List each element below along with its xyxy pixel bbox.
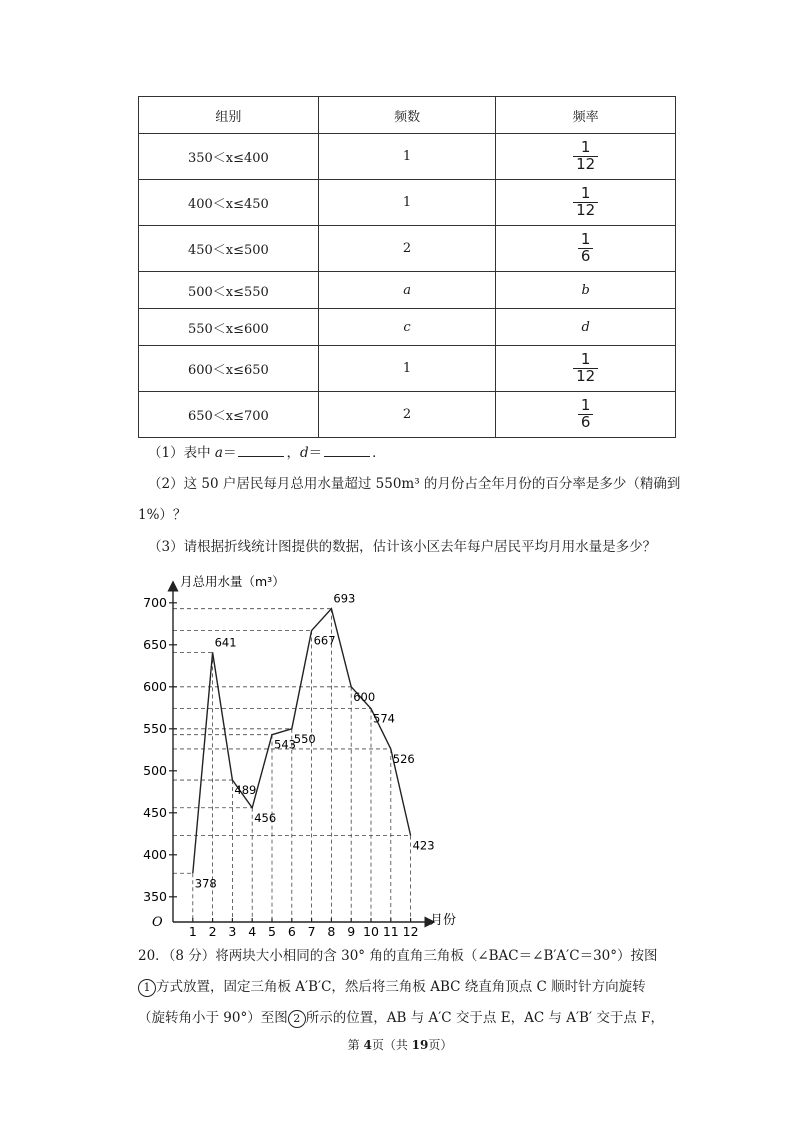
data-label: 378 (194, 876, 217, 891)
footer-prefix: 第 (347, 1038, 364, 1052)
fraction (573, 140, 598, 173)
fraction-numerator: 1 (573, 352, 598, 369)
q1-sep: ， (286, 445, 300, 461)
table-row (139, 309, 676, 346)
y-tick-label: 350 (143, 888, 167, 904)
y-tick-label: 700 (143, 594, 167, 610)
data-label: 641 (214, 635, 237, 650)
question-3: （3）请根据折线统计图提供的数据，估计该小区去年每户居民平均月用水量是多少？ (148, 539, 657, 555)
group-cell: 400＜x≤450 (139, 180, 319, 226)
fraction (578, 398, 594, 431)
table-row (139, 180, 676, 226)
frequency-cell: d (496, 309, 676, 346)
q1-end: ． (372, 445, 386, 461)
q1-prefix: （1）表中 (148, 445, 215, 461)
footer-total-pages: 19 (411, 1038, 429, 1052)
group-cell: 600＜x≤650 (139, 346, 319, 392)
y-tick-label: 500 (143, 762, 167, 778)
data-label-group (195, 592, 435, 891)
q1-var-a: a (214, 445, 223, 461)
table-body (139, 134, 676, 438)
x-tick-label: 5 (268, 924, 276, 939)
header-group: 组别 (139, 97, 319, 134)
table-row (139, 226, 676, 272)
count-cell: 2 (318, 392, 496, 438)
table-row (139, 392, 676, 438)
chart-reference-lines (173, 609, 411, 922)
x-tick-group (189, 918, 419, 939)
y-tick-label: 650 (143, 636, 167, 652)
group-cell: 500＜x≤550 (139, 272, 319, 309)
x-tick-label: 4 (248, 924, 257, 939)
x-tick-label: 10 (363, 924, 379, 939)
fraction-numerator: 1 (578, 232, 594, 249)
y-tick-label: 400 (143, 846, 167, 862)
x-axis-title: 月份 (430, 913, 457, 928)
data-label: 667 (313, 633, 336, 648)
frequency-cell (496, 226, 676, 272)
problem-20-line3-b: 所示的位置，AB 与 A′C 交于点 E，AC 与 A′B′ 交于点 F， (305, 1010, 664, 1026)
question-2-line2: 1%）？ (138, 507, 187, 523)
fraction-denominator: 6 (580, 412, 591, 431)
problem-20-line1: 20．（8 分）将两块大小相同的含 30° 角的直角三角板（∠BAC＝∠B′A′C＝30°）按图 (138, 948, 658, 964)
data-label: 423 (412, 838, 435, 853)
x-tick-label: 2 (208, 924, 217, 939)
question-1 (148, 443, 386, 463)
data-label: 456 (254, 810, 277, 825)
y-tick-label: 600 (143, 678, 167, 694)
count-cell: c (318, 309, 496, 346)
group-cell: 650＜x≤700 (139, 392, 319, 438)
data-label: 693 (333, 591, 356, 606)
footer-suffix: 页） (428, 1038, 453, 1052)
fraction (578, 232, 594, 265)
y-tick-label: 450 (143, 804, 167, 820)
x-tick-label: 7 (307, 924, 316, 939)
frequency-cell: b (496, 272, 676, 309)
group-cell: 350＜x≤400 (139, 134, 319, 180)
table-header-row (139, 97, 676, 134)
question-2-line1: （2）这 50 户居民每月总用水量超过 550m³ 的月份占全年月份的百分率是多少（精确到 (148, 476, 681, 492)
x-tick-label: 6 (287, 924, 296, 939)
data-label: 550 (293, 731, 316, 746)
q1-eq-d: ＝ (308, 445, 323, 461)
circled-figure-1: 1 (138, 979, 156, 997)
footer-mid: 页（共 (371, 1038, 412, 1052)
water-usage-line-chart (140, 572, 470, 940)
data-label: 526 (392, 751, 415, 766)
group-cell: 450＜x≤500 (139, 226, 319, 272)
y-axis-title: 月总用水量（m³） (180, 574, 285, 589)
y-tick-group (143, 595, 177, 904)
fraction-numerator: 1 (578, 398, 594, 415)
data-label: 489 (234, 783, 257, 798)
frequency-cell (496, 392, 676, 438)
frequency-cell (496, 180, 676, 226)
origin-label: O (152, 915, 163, 930)
fraction-denominator: 6 (580, 246, 591, 265)
count-cell: 1 (318, 180, 496, 226)
problem-20-line2-text: 方式放置，固定三角板 A′B′C，然后将三角板 ABC 绕直角顶点 C 顺时针方向旋转 (156, 979, 646, 995)
table-row (139, 272, 676, 309)
q1-eq-a: ＝ (222, 445, 237, 461)
table-row (139, 134, 676, 180)
answer-blank-a[interactable] (238, 444, 284, 457)
fraction-numerator: 1 (573, 186, 598, 203)
x-tick-label: 3 (228, 924, 237, 939)
count-cell: 1 (318, 346, 496, 392)
problem-20-line2 (138, 977, 678, 997)
x-tick-label: 8 (327, 924, 336, 939)
x-tick-label: 1 (188, 924, 197, 939)
header-count: 频数 (318, 97, 496, 134)
footer-page-number: 4 (363, 1038, 372, 1052)
count-cell: 1 (318, 134, 496, 180)
circled-figure-2: 2 (288, 1010, 306, 1028)
x-tick-label: 12 (402, 924, 419, 939)
fraction-denominator: 12 (576, 154, 596, 173)
problem-20-line3-a: （旋转角小于 90°）至图 (138, 1010, 288, 1026)
data-label: 574 (373, 711, 395, 726)
fraction-denominator: 12 (576, 200, 596, 219)
fraction-numerator: 1 (573, 140, 598, 157)
fraction (573, 186, 598, 219)
y-tick-label: 550 (143, 720, 167, 736)
data-label: 543 (274, 737, 296, 752)
x-tick-label: 9 (347, 924, 356, 939)
q1-var-d: d (299, 445, 309, 461)
answer-blank-d[interactable] (324, 444, 370, 457)
frequency-cell (496, 346, 676, 392)
problem-20-line3 (138, 1008, 678, 1028)
fraction (573, 352, 598, 385)
x-tick-label: 11 (382, 924, 399, 939)
data-label: 600 (353, 689, 376, 704)
frequency-cell (496, 134, 676, 180)
frequency-table (138, 96, 676, 438)
group-cell: 550＜x≤600 (139, 309, 319, 346)
page-footer (0, 1036, 800, 1053)
count-cell: 2 (318, 226, 496, 272)
count-cell: a (318, 272, 496, 309)
header-frequency: 频率 (496, 97, 676, 134)
table-row (139, 346, 676, 392)
fraction-denominator: 12 (576, 366, 596, 385)
